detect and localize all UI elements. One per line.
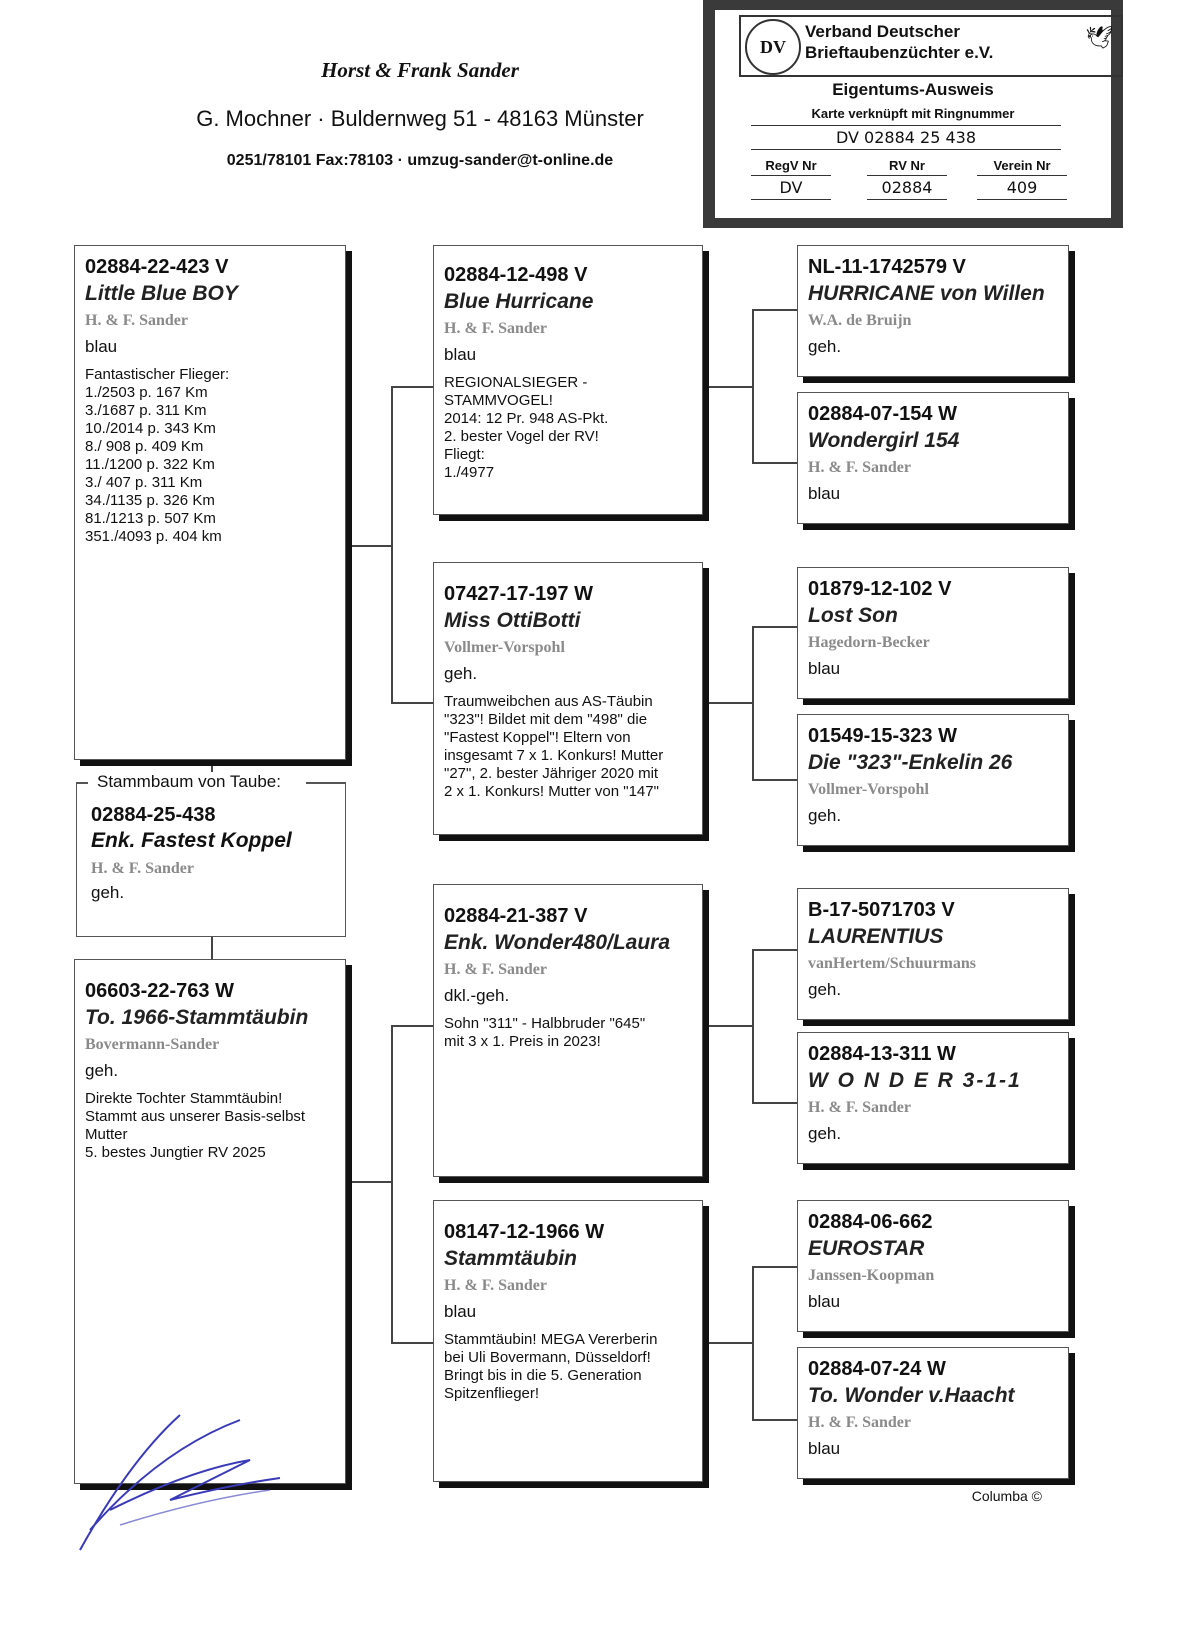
color: blau bbox=[444, 1302, 477, 1321]
owner-address: G. Mochner · Buldernweg 51 - 48163 Münster bbox=[196, 106, 644, 131]
pigeon-name: EUROSTAR bbox=[808, 1237, 925, 1260]
ring-number: 02884-22-423 V bbox=[85, 256, 229, 278]
signature bbox=[70, 1400, 300, 1560]
color: geh. bbox=[808, 1124, 842, 1143]
color: dkl.-geh. bbox=[444, 986, 510, 1005]
color: blau bbox=[808, 1439, 841, 1458]
breeder: H. & F. Sander bbox=[444, 1277, 547, 1294]
color: geh. bbox=[91, 883, 125, 902]
grandparent-card[interactable] bbox=[433, 884, 703, 1177]
pigeon-name: Blue Hurricane bbox=[444, 290, 594, 313]
great-grandparent-card[interactable] bbox=[797, 888, 1069, 1020]
card-subtitle: Karte verknüpft mit Ringnummer bbox=[811, 106, 1015, 121]
color: geh. bbox=[808, 980, 842, 999]
card-title: Eigentums-Ausweis bbox=[832, 80, 994, 99]
performance-note: Sohn "311" - Halbbruder "645" mit 3 x 1. Preis in 2023! bbox=[444, 1015, 646, 1050]
breeder: Vollmer-Vorspohl bbox=[808, 781, 929, 798]
performance-note: Stammtäubin! MEGA Vererberin bei Uli Bovermann, Düsseldorf! Bringt bis in die 5. Generation Spitzenflieger! bbox=[444, 1331, 658, 1402]
ring-number: 02884-13-311 W bbox=[808, 1043, 956, 1065]
father-card[interactable] bbox=[74, 245, 346, 760]
ring-number: 01879-12-102 V bbox=[808, 578, 952, 600]
ring-number: 02884-25-438 bbox=[91, 804, 216, 826]
pigeon-name: To. 1966-Stammtäubin bbox=[85, 1006, 309, 1029]
ring-number: 08147-12-1966 W bbox=[444, 1221, 605, 1243]
ring-number: 07427-17-197 W bbox=[444, 583, 593, 605]
ring-number: 02884-21-387 V bbox=[444, 905, 588, 927]
pigeon-name: Lost Son bbox=[808, 604, 898, 627]
color: blau bbox=[808, 1292, 841, 1311]
color: blau bbox=[808, 484, 841, 503]
ring-number: 02884-07-24 W bbox=[808, 1358, 946, 1380]
breeder: vanHertem/Schuurmans bbox=[808, 955, 976, 972]
grandparent-card[interactable] bbox=[433, 562, 703, 835]
ring-number: 06603-22-763 W bbox=[85, 980, 234, 1002]
breeder: Hagedorn-Becker bbox=[808, 634, 930, 651]
ring-number: 02884-07-154 W bbox=[808, 403, 957, 425]
pigeon-name: HURRICANE von Willen bbox=[808, 282, 1045, 305]
ring-number: B-17-5071703 V bbox=[808, 899, 955, 921]
verein-field: Verein Nr 409 bbox=[977, 158, 1067, 200]
owner-contact: 0251/78101 Fax:78103 · umzug-sander@t-online.de bbox=[226, 152, 614, 169]
organization-name: Verband Deutscher Brieftaubenzüchter e.V. bbox=[805, 22, 994, 62]
breeder: H. & F. Sander bbox=[91, 860, 194, 877]
color: geh. bbox=[808, 806, 842, 825]
grandparent-card[interactable] bbox=[433, 1200, 703, 1482]
pigeon-name: Little Blue BOY bbox=[85, 282, 238, 305]
breeder: H. & F. Sander bbox=[444, 961, 547, 978]
pigeon-name: Enk. Wonder480/Laura bbox=[444, 931, 671, 954]
performance-note: REGIONALSIEGER - STAMMVOGEL! 2014: 12 Pr. 948 AS-Pkt. 2. bester Vogel der RV! Fliegt: 1./4977 bbox=[444, 374, 609, 481]
owner-name: Horst & Frank Sander bbox=[321, 58, 519, 82]
ring-number: NL-11-1742579 V bbox=[808, 256, 966, 278]
performance-note: Traumweibchen aus AS-Täubin "323"! Bildet mit dem "498" die "Fastest Koppel"! Eltern von insgesamt 7 x 1. Konkurs! Mutter "27", 2. bester Jähriger 2020 mit 2 x 1. Konkurs! Mutter von "147" bbox=[444, 693, 664, 800]
ring-number: 02884-12-498 V bbox=[444, 264, 588, 286]
pigeon-icon: 🕊 bbox=[1085, 25, 1113, 50]
pigeon-name: LAURENTIUS bbox=[808, 925, 944, 948]
color: geh. bbox=[85, 1061, 119, 1080]
great-grandparent-card[interactable] bbox=[797, 245, 1069, 377]
pigeon-name: Wondergirl 154 bbox=[808, 429, 960, 452]
color: geh. bbox=[808, 337, 842, 356]
performance-note: Direkte Tochter Stammtäubin! Stammt aus unserer Basis-selbst Mutter 5. bestes Jungtier RV 2025 bbox=[85, 1090, 306, 1161]
ownership-card bbox=[703, 0, 1123, 228]
breeder: H. & F. Sander bbox=[808, 459, 911, 476]
great-grandparent-card[interactable] bbox=[797, 392, 1069, 524]
great-grandparent-card[interactable] bbox=[797, 567, 1069, 699]
breeder: Bovermann-Sander bbox=[85, 1036, 220, 1053]
card-header bbox=[739, 15, 1123, 77]
software-credit: Columba © bbox=[971, 1488, 1042, 1504]
breeder: H. & F. Sander bbox=[85, 312, 188, 329]
great-grandparent-card[interactable] bbox=[797, 714, 1069, 846]
pigeon-name: To. Wonder v.Haacht bbox=[808, 1384, 1015, 1407]
regv-field: RegV Nr DV bbox=[751, 158, 831, 200]
pigeon-name: Die "323"-Enkelin 26 bbox=[808, 751, 1013, 774]
breeder: Vollmer-Vorspohl bbox=[444, 639, 565, 656]
color: blau bbox=[808, 659, 841, 678]
pigeon-name: Miss OttiBotti bbox=[444, 609, 581, 632]
subject-pigeon[interactable] bbox=[76, 772, 346, 937]
card-ring-number: DV 02884 25 438 bbox=[751, 125, 1061, 150]
breeder: H. & F. Sander bbox=[808, 1414, 911, 1431]
color: blau bbox=[444, 345, 477, 364]
color: blau bbox=[85, 337, 118, 356]
pedigree-legend: Stammbaum von Taube: bbox=[91, 772, 287, 792]
dv-logo-icon: DV bbox=[745, 19, 801, 75]
pigeon-name: Stammtäubin bbox=[444, 1247, 578, 1270]
grandparent-card[interactable] bbox=[433, 245, 703, 515]
pigeon-name: Enk. Fastest Koppel bbox=[91, 829, 292, 852]
performance-note: Fantastischer Flieger: 1./2503 p. 167 Km 3./1687 p. 311 Km 10./2014 p. 343 Km 8./ 908 p. 409 Km 11./1200 p. 322 Km 3./ 407 p. 311 Km 34./1135 p. 326 Km 81./1213 p. 507 Km 351./4093 p. 404 km bbox=[85, 366, 230, 545]
breeder: Janssen-Koopman bbox=[808, 1267, 935, 1284]
ring-number: 02884-06-662 bbox=[808, 1211, 933, 1233]
great-grandparent-card[interactable] bbox=[797, 1032, 1069, 1164]
breeder: H. & F. Sander bbox=[444, 320, 547, 337]
breeder: H. & F. Sander bbox=[808, 1099, 911, 1116]
color: geh. bbox=[444, 664, 478, 683]
rv-field: RV Nr 02884 bbox=[867, 158, 947, 200]
pigeon-name: W O N D E R 3-1-1 bbox=[808, 1069, 1022, 1092]
great-grandparent-card[interactable] bbox=[797, 1347, 1069, 1479]
great-grandparent-card[interactable] bbox=[797, 1200, 1069, 1332]
ring-number: 01549-15-323 W bbox=[808, 725, 957, 747]
breeder: W.A. de Bruijn bbox=[808, 312, 912, 329]
